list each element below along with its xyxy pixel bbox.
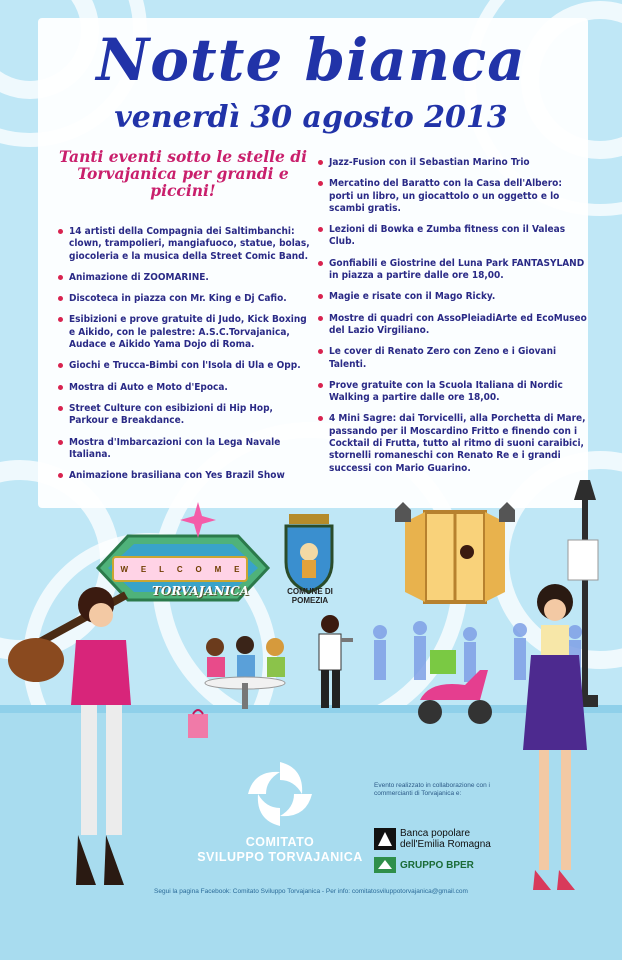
bank-line1: Banca popolare [400,828,471,839]
event-item: Street Culture con esibizioni di Hip Hop, Parkour e Breakdance. [57,403,315,428]
footer-contacts: Segui la pagina Facebook: Comitato Sviluppo Torvajanica - Per info: comitatosviluppotorvajanica@gmail.com [154,888,468,895]
sponsor-note: Evento realizzato in collaborazione con i commercianti di Torvajanica e: [374,782,490,797]
welcome-letters [112,556,248,582]
event-item: Discoteca in piazza con Mr. King e Dj Cafio. [57,293,315,305]
welcome-letter: W [120,564,128,574]
welcome-letter: E [234,564,240,574]
event-item: Lezioni di Bowka e Zumba fitness con il Valeas Club. [317,224,589,249]
welcome-letter: O [195,564,202,574]
bank-emblem-icon [374,828,396,850]
shopping-bag-icon [186,706,210,740]
comitato-logo-icon [244,758,316,830]
event-item: Giochi e Trucca-Bimbi con l'Isola di Ula e Opp. [57,360,315,372]
events-list-right [317,157,589,484]
organizer-name [194,835,366,865]
cafe-table-illustration [185,625,305,715]
welcome-letter: E [140,564,147,574]
event-item: Jazz-Fusion con il Sebastian Marino Trio [317,157,589,169]
window-illustration [395,492,515,622]
welcome-letter: M [214,564,222,574]
event-item: Le cover di Renato Zero con Zeno e i Giovani Talenti. [317,346,589,371]
event-date: venerdì 30 agosto 2013 [114,100,508,135]
scooter-illustration [410,650,500,730]
organizer-line2: SVILUPPO TORVAJANICA [197,850,363,864]
event-item: Esibizioni e prove gratuite di Judo, Kick Boxing e Aikido, con le palestre: A.S.C.Torvajanica, Audace e Aikido Yama Dojo di Roma. [57,314,315,351]
bank-line2: dell'Emilia Romagna [400,839,491,850]
waiter-illustration [305,612,355,712]
event-item: Animazione brasiliana con Yes Brazil Show [57,470,315,482]
welcome-letter: C [176,564,183,574]
organizer-line1: COMITATO [245,835,315,849]
bank-logo [374,828,491,850]
event-item: Mostra di Auto e Moto d'Epoca. [57,382,315,394]
welcome-letter: L [159,564,164,574]
poster-title: Notte bianca [96,26,526,94]
welcome-place: TORVAJANICA [152,584,250,598]
event-item: Prove gratuite con la Scuola Italiana di Nordic Walking a partire dalle ore 18,00. [317,380,589,405]
comune-label: COMUNE DI POMEZIA [287,587,333,605]
event-item: Mostre di quadri con AssoPleiadiArte ed EcoMuseo del Lazio Virgiliano. [317,313,589,338]
bper-logo [374,857,474,873]
event-item: Magie e risate con il Mago Ricky. [317,291,589,303]
event-item: 4 Mini Sagre: dai Torvicelli, alla Porchetta di Mare, passando per il Moscardino Fritto e finendo con i Cocktail di Frutta, tutto al ritmo di suoni caraibici, stornelli romaneschi con Renato Re e i grandi successi con Mario Guarino. [317,413,589,474]
bper-emblem-icon [374,857,396,873]
tagline: Tanti eventi sotto le stelle di Torvajanica per grandi e piccini! [58,147,308,200]
events-list-left [57,226,315,491]
event-item: Mostra d'Imbarcazioni con la Lega Navale Italiana. [57,437,315,462]
event-item: Mercatino del Baratto con la Casa dell'Albero: porti un libro, un giocattolo o un oggetto e lo scambi gratis. [317,178,589,215]
event-item: Gonfiabili e Giostrine del Luna Park FANTASYLAND in piazza a partire dalle ore 18,00. [317,258,589,283]
event-item: Animazione di ZOOMARINE. [57,272,315,284]
bank-name [400,828,491,850]
guitar-girl-illustration [6,585,196,895]
shopping-girl-illustration [505,580,605,900]
bper-label: GRUPPO BPER [400,859,474,871]
event-item: 14 artisti della Compagnia dei Saltimbanchi: clown, trampolieri, mangiafuoco, statue, bolas, giocoleria e la musica della Street Comic Band. [57,226,315,263]
star-icon [178,500,218,540]
